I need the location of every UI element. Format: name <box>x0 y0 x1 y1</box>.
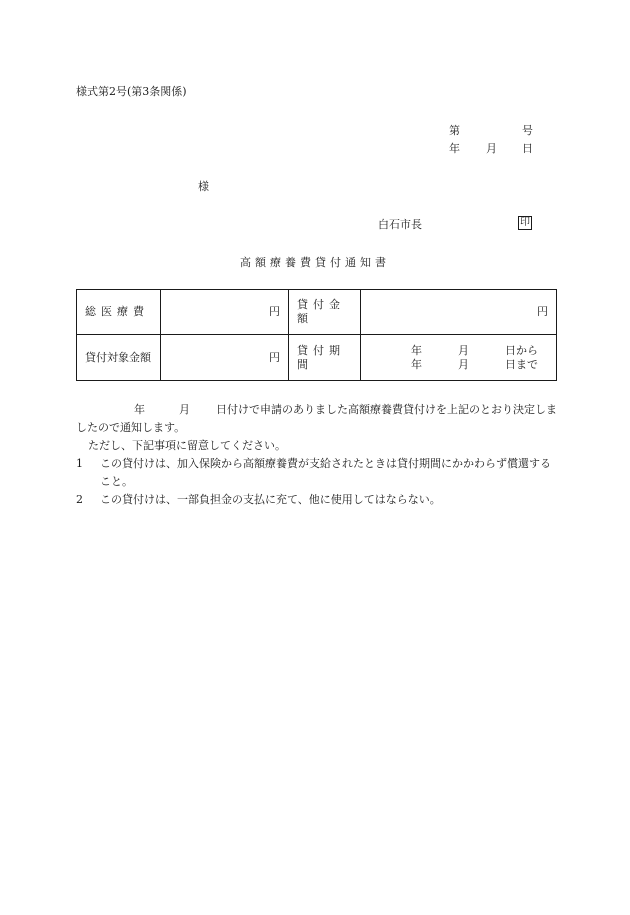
period-from-day: 日から <box>505 343 538 357</box>
notice-text: 日付けで申請のありました高額療養費貸付けを上記のとおり決定しましたので通知します。 <box>76 403 557 434</box>
issue-date-year: 年 <box>449 142 460 155</box>
loan-period-to <box>361 358 556 372</box>
document-number-suffix: 号 <box>522 124 533 137</box>
loan-target-amount-value: 円 <box>161 335 289 381</box>
caution-intro: ただし、下記事項に留意してください。 <box>88 439 286 452</box>
notice-paragraph <box>76 401 560 437</box>
total-medical-cost-label: 総医療費 <box>77 290 161 335</box>
period-from-month: 月 <box>458 343 469 357</box>
issuer-name: 白石市長 <box>378 218 422 231</box>
loan-amount-label: 貸付金額 <box>289 290 361 335</box>
period-to-month: 月 <box>458 357 469 371</box>
document-number-prefix: 第 <box>449 124 460 137</box>
loan-amount-value: 円 <box>361 290 557 335</box>
list-item <box>76 491 560 509</box>
list-item <box>76 455 560 491</box>
form-number-label: 様式第2号(第3条関係) <box>76 85 187 98</box>
issue-date-day: 日 <box>522 142 533 155</box>
period-from-year: 年 <box>411 343 422 357</box>
seal-mark: 印 <box>520 217 530 228</box>
loan-details-table <box>76 289 557 381</box>
issue-date-month: 月 <box>486 142 497 155</box>
loan-target-amount-label: 貸付対象金額 <box>77 335 161 381</box>
addressee-suffix: 様 <box>198 180 209 193</box>
loan-period-from <box>361 344 556 358</box>
document-title: 高額療養費貸付通知書 <box>240 256 390 269</box>
table-row <box>77 290 557 335</box>
loan-period-value <box>361 335 557 381</box>
period-to-day: 日まで <box>505 357 538 371</box>
table-row <box>77 335 557 381</box>
item-2-text: この貸付けは、一部負担金の支払に充て、他に使用してはならない。 <box>100 493 441 506</box>
item-2-number: 2 <box>76 493 83 506</box>
loan-period-label: 貸付期間 <box>289 335 361 381</box>
period-to-year: 年 <box>411 357 422 371</box>
total-medical-cost-value: 円 <box>161 290 289 335</box>
notice-year: 年 <box>134 403 145 416</box>
item-1-text: この貸付けは、加入保険から高額療養費が支給されたときは貸付期間にかかわらず償還すること。 <box>100 457 551 488</box>
notice-month: 月 <box>179 403 190 416</box>
item-1-number: 1 <box>76 457 83 470</box>
